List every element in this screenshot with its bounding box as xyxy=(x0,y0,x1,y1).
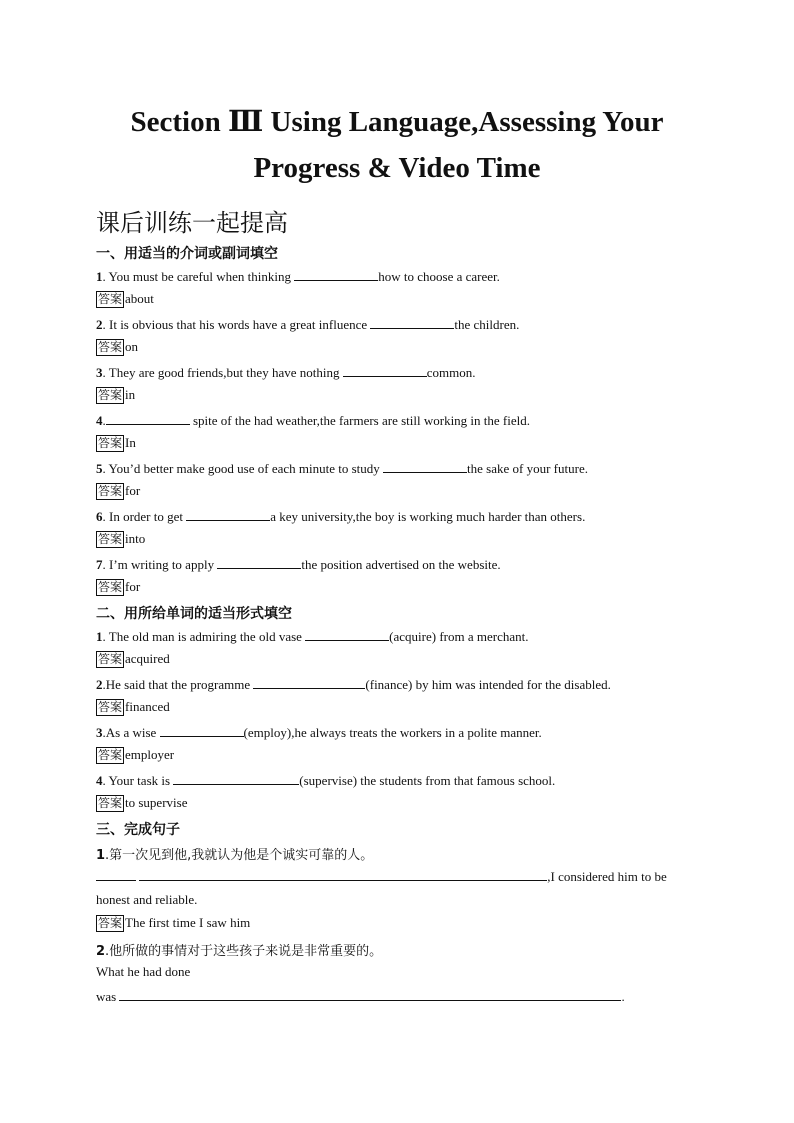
answer-blank[interactable] xyxy=(305,628,389,641)
answer-1-4: 答案 In xyxy=(98,435,136,450)
question-3-2-prompt: 2.他所做的事情对于这些孩子来说是非常重要的。 xyxy=(96,944,383,959)
question-1-5: 5. You’d better make good use of each minute to study the sake of your future. xyxy=(96,461,588,476)
answer-2-3: 答案 employer xyxy=(98,747,175,762)
answer-tag: 答案 xyxy=(98,484,123,498)
section-3-heading: 三、完成句子 xyxy=(96,822,180,838)
question-2-3: 3.As a wise (employ),he always treats the workers in a polite manner. xyxy=(96,725,542,740)
answer-tag: 答案 xyxy=(98,532,123,546)
question-1-6: 6. In order to get a key university,the boy is working much harder than others. xyxy=(96,509,586,524)
section-2-heading: 二、用所给单词的适当形式填空 xyxy=(96,606,292,622)
answer-blank[interactable] xyxy=(139,868,547,881)
answer-blank[interactable] xyxy=(119,988,621,1001)
question-3-1-line: ,I considered him to be xyxy=(96,868,667,885)
answer-blank[interactable] xyxy=(160,724,244,737)
answer-tag: 答案 xyxy=(98,292,123,306)
question-3-2-line2: was . xyxy=(96,989,625,1004)
question-2-4: 4. Your task is (supervise) the students from that famous school. xyxy=(96,773,556,788)
question-1-4: 4. spite of the had weather,the farmers are still working in the field. xyxy=(96,413,531,428)
question-1-3: 3. They are good friends,but they have nothing common. xyxy=(96,365,476,380)
answer-blank[interactable] xyxy=(294,268,378,281)
question-1-1: 1. You must be careful when thinking how to choose a career. xyxy=(96,269,500,284)
section-1-heading: 一、用适当的介词或副词填空 xyxy=(96,246,278,262)
answer-2-2: 答案 financed xyxy=(98,699,170,714)
question-2-1: 1. The old man is admiring the old vase (acquire) from a merchant. xyxy=(96,629,529,644)
question-3-1-prompt: 1.第一次见到他,我就认为他是个诚实可靠的人。 xyxy=(96,848,374,863)
answer-blank[interactable] xyxy=(370,316,454,329)
answer-tag: 答案 xyxy=(98,580,123,594)
answer-tag: 答案 xyxy=(98,388,123,402)
answer-tag: 答案 xyxy=(98,700,123,714)
question-1-2: 2. It is obvious that his words have a great influence the children. xyxy=(96,317,520,332)
answer-1-6: 答案 into xyxy=(98,531,146,546)
answer-blank[interactable] xyxy=(253,676,365,689)
answer-blank[interactable] xyxy=(343,364,427,377)
page-subtitle: 课后训练一起提高 xyxy=(96,209,288,237)
answer-1-3: 答案 in xyxy=(98,387,136,402)
question-2-2: 2.He said that the programme (finance) by him was intended for the disabled. xyxy=(96,677,611,692)
answer-blank[interactable] xyxy=(106,412,190,425)
answer-blank[interactable] xyxy=(186,508,270,521)
answer-1-2: 答案 on xyxy=(98,339,139,354)
question-3-1-line2: honest and reliable. xyxy=(96,892,198,907)
answer-1-5: 答案 for xyxy=(98,483,141,498)
question-3-2-line1: What he had done xyxy=(96,964,191,979)
answer-2-1: 答案 acquired xyxy=(98,651,170,666)
answer-blank[interactable] xyxy=(217,556,301,569)
answer-1-7: 答案 for xyxy=(98,579,141,594)
answer-1-1: 答案 about xyxy=(98,291,154,306)
answer-tag: 答案 xyxy=(98,340,123,354)
answer-2-4: 答案 to supervise xyxy=(98,795,188,810)
answer-tag: 答案 xyxy=(98,436,123,450)
answer-tag: 答案 xyxy=(98,652,123,666)
answer-tag: 答案 xyxy=(98,748,123,762)
answer-blank[interactable] xyxy=(173,772,299,785)
page-title-line-2: Progress & Video Time xyxy=(253,152,541,184)
page-title-line-1: Section Ⅲ Using Language,Assessing Your xyxy=(130,106,664,138)
answer-tag: 答案 xyxy=(98,916,123,930)
answer-blank[interactable] xyxy=(96,868,136,881)
answer-3-1: 答案 The first time I saw him xyxy=(98,915,251,930)
answer-blank[interactable] xyxy=(383,460,467,473)
question-1-7: 7. I’m writing to apply the position advertised on the website. xyxy=(96,557,501,572)
answer-tag: 答案 xyxy=(98,796,123,810)
